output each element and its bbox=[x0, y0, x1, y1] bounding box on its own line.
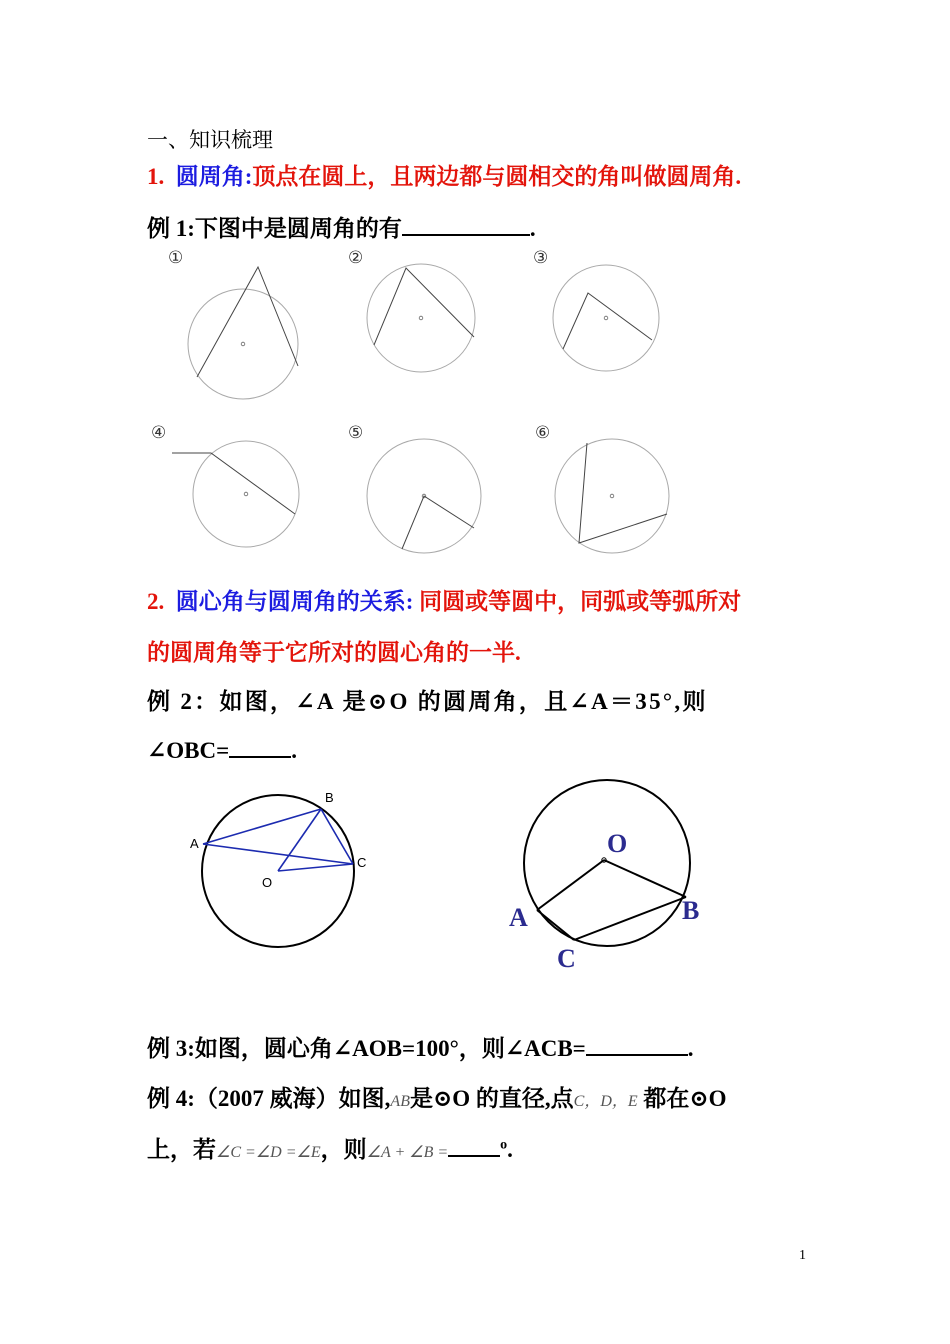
figure-5-diagram bbox=[367, 439, 481, 553]
figure-label-1: ① bbox=[168, 248, 184, 267]
item2-term: 圆心角与圆周角的关系: bbox=[175, 589, 414, 614]
example2-line2 bbox=[147, 734, 297, 764]
example2-end: . bbox=[291, 738, 297, 763]
example4-after: 都在⊙O bbox=[643, 1086, 727, 1111]
item2-text-line1: 同圆或等圆中，同弧或等弧所对 bbox=[419, 589, 742, 614]
example4-line2-prefix: 上，若 bbox=[147, 1137, 216, 1162]
example2-blank[interactable] bbox=[229, 734, 291, 758]
example4-expression: ∠A + ∠B = bbox=[366, 1144, 449, 1161]
example2-left-figure bbox=[185, 785, 405, 965]
point-o-label: O bbox=[262, 875, 273, 890]
item2-line2: 的圆周角等于它所对的圆心角的一半. bbox=[147, 640, 521, 665]
point-b-label: B bbox=[325, 790, 334, 805]
example2-right-figure bbox=[500, 780, 740, 980]
figure-label-5: ⑤ bbox=[348, 423, 364, 442]
example4-line2 bbox=[147, 1131, 513, 1164]
section-title: 一、知识梳理 bbox=[147, 128, 273, 152]
item1-term: 圆周角: bbox=[175, 164, 253, 189]
example1-text: 下图中是圆周角的有 bbox=[194, 216, 402, 241]
figure-4-diagram bbox=[172, 441, 299, 547]
item1-number: 1. bbox=[147, 164, 165, 189]
figure-label-6: ⑥ bbox=[535, 423, 551, 442]
item2-number: 2. bbox=[147, 589, 165, 614]
point-a-label: A bbox=[190, 836, 199, 851]
example4-end: . bbox=[507, 1137, 513, 1162]
figure-1-diagram bbox=[188, 267, 298, 399]
example1-end: . bbox=[529, 216, 536, 241]
point-c-label: C bbox=[357, 855, 367, 870]
example4-prefix: 例 4:（2007 威海）如图, bbox=[147, 1086, 391, 1111]
example2-line1: 例 2：如图，∠A 是⊙O 的圆周角，且∠A＝35°,则 bbox=[147, 689, 708, 714]
example4-degree: o bbox=[500, 1137, 508, 1153]
example4-cde: C，D，E bbox=[573, 1093, 638, 1110]
figure-label-4: ④ bbox=[151, 423, 167, 442]
page-number: 1 bbox=[799, 1248, 806, 1263]
figure-label-3: ③ bbox=[533, 248, 549, 267]
example3-line bbox=[147, 1030, 694, 1063]
example4-then: ，则 bbox=[320, 1137, 367, 1162]
item1-definition: 顶点在圆上，且两边都与圆相交的角叫做圆周角. bbox=[252, 164, 742, 189]
example1-label: 例 1: bbox=[147, 216, 195, 241]
figure-3-diagram bbox=[553, 265, 659, 371]
point-a-label-right: A bbox=[509, 903, 528, 932]
example4-condition: ∠C =∠D =∠E bbox=[216, 1144, 321, 1161]
example3-text: 例 3:如图，圆心角∠AOB=100°，则∠ACB= bbox=[147, 1036, 586, 1061]
example4-ab: AB bbox=[390, 1093, 410, 1110]
figure-label-2: ② bbox=[348, 248, 364, 267]
point-b-label-right: B bbox=[682, 896, 700, 925]
example3-blank[interactable] bbox=[586, 1032, 688, 1056]
figure-2-diagram bbox=[367, 264, 475, 372]
example1-figures bbox=[0, 0, 950, 600]
figure-6-diagram bbox=[555, 439, 669, 553]
example4-line1 bbox=[147, 1080, 727, 1113]
example4-mid: 是⊙O 的直径,点 bbox=[409, 1086, 574, 1111]
example3-end: . bbox=[687, 1036, 694, 1061]
point-o-label-right: O bbox=[607, 829, 628, 858]
example4-blank[interactable] bbox=[448, 1133, 500, 1157]
point-c-label-right: C bbox=[557, 944, 576, 973]
item2-line1 bbox=[147, 583, 741, 616]
example2-angle: ∠OBC= bbox=[147, 738, 230, 763]
